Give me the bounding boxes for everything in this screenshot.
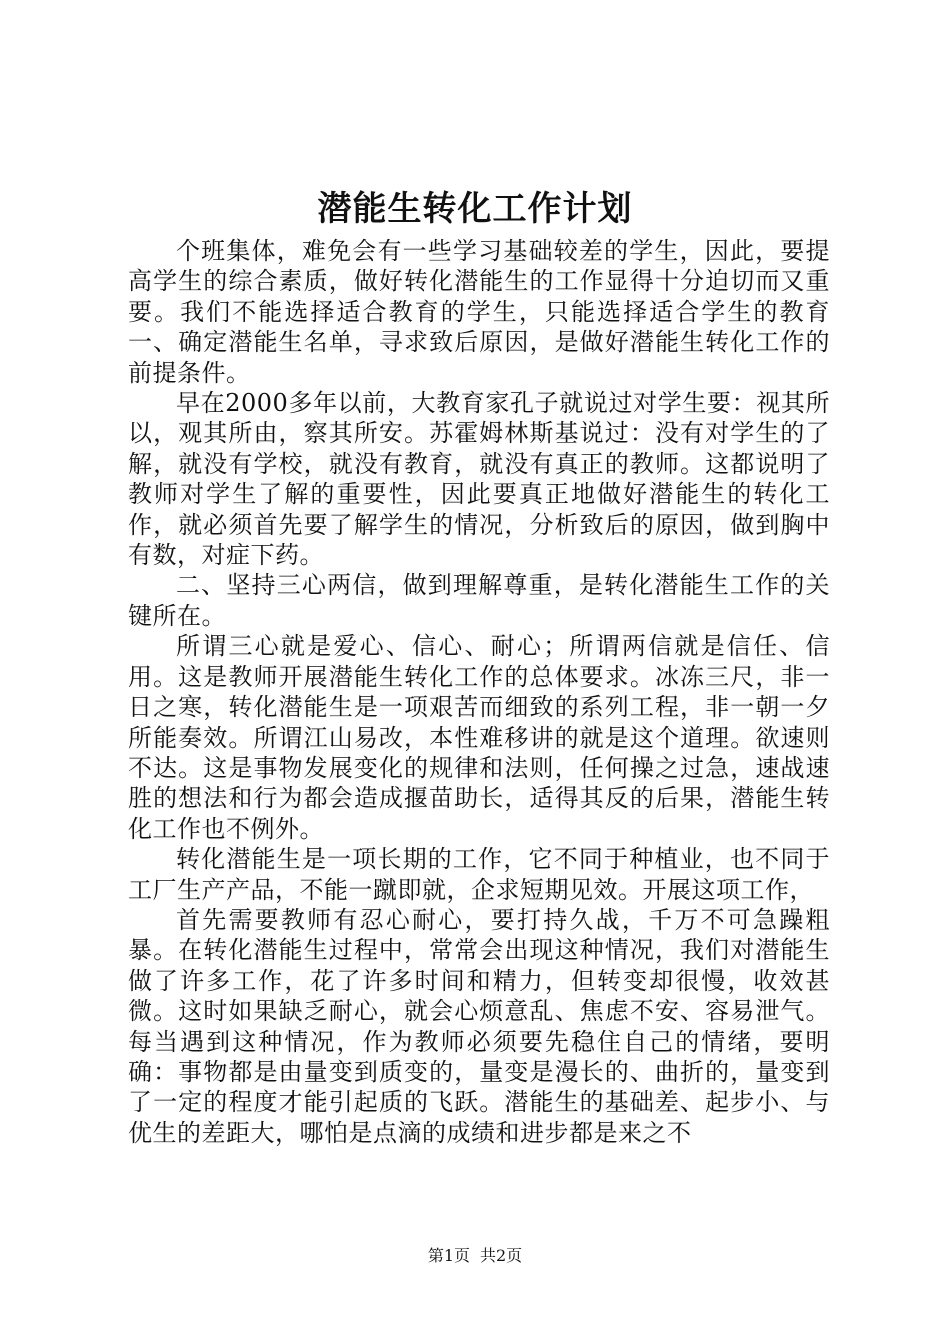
page-footer [0,1244,950,1268]
paragraph-three-hearts: 所谓三心就是爱心、信心、耐心；所谓两信就是信任、信用。这是教师开展潜能生转化工作的总体要求。冰冻三尺，非一日之寒，转化潜能生是一项艰苦而细致的系列工程，非一朝一夕所能奏效。所谓江山易改，本性难移讲的就是这个道理。欲速则不达。这是事物发展变化的规律和法则，任何操之过急，速战速胜的想法和行为都会造成揠苗助长，适得其反的后果，潜能生转化工作也不例外。 [128,632,830,843]
document-body [128,236,830,1148]
document-title: 潜能生转化工作计划 [317,189,633,229]
page-total: 共2页 [480,1246,523,1265]
page-number: 第1页 [427,1246,470,1265]
paragraph-section-two-heading: 二、坚持三心两信，做到理解尊重，是转化潜能生工作的关键所在。 [128,571,830,630]
paragraph-intro: 个班集体，难免会有一些学习基础较差的学生，因此，要提高学生的综合素质，做好转化潜能生的工作显得十分迫切而又重要。我们不能选择适合教育的学生，只能选择适合学生的教育一、确定潜能生名单，寻求致后原因，是做好潜能生转化工作的前提条件。 [128,237,830,387]
paragraph-confucius: 早在2000多年以前，大教育家孔子就说过对学生要：视其所以，观其所由，察其所安。苏霍姆林斯基说过：没有对学生的了解，就没有学校，就没有教育，就没有真正的教师。这都说明了教师对学生了解的重要性，因此要真正地做好潜能生的转化工作，就必须首先要了解学生的情况，分析致后的原因，做到胸中有数，对症下药。 [128,389,830,570]
paragraph-long-term-work: 转化潜能生是一项长期的工作，它不同于种植业，也不同于工厂生产产品，不能一蹴即就，企求短期见效。开展这项工作， [128,845,830,904]
paragraph-patience: 首先需要教师有忍心耐心，要打持久战，千万不可急躁粗暴。在转化潜能生过程中，常常会出现这种情况，我们对潜能生做了许多工作，花了许多时间和精力，但转变却很慢，收效甚微。这时如果缺乏耐心，就会心烦意乱、焦虑不安、容易泄气。每当遇到这种情况，作为教师必须要先稳住自己的情绪，要明确：事物都是由量变到质变的，量变是漫长的、曲折的，量变到了一定的程度才能引起质的飞跃。潜能生的基础差、起步小、与优生的差距大，哪怕是点滴的成绩和进步都是来之不 [128,905,830,1147]
